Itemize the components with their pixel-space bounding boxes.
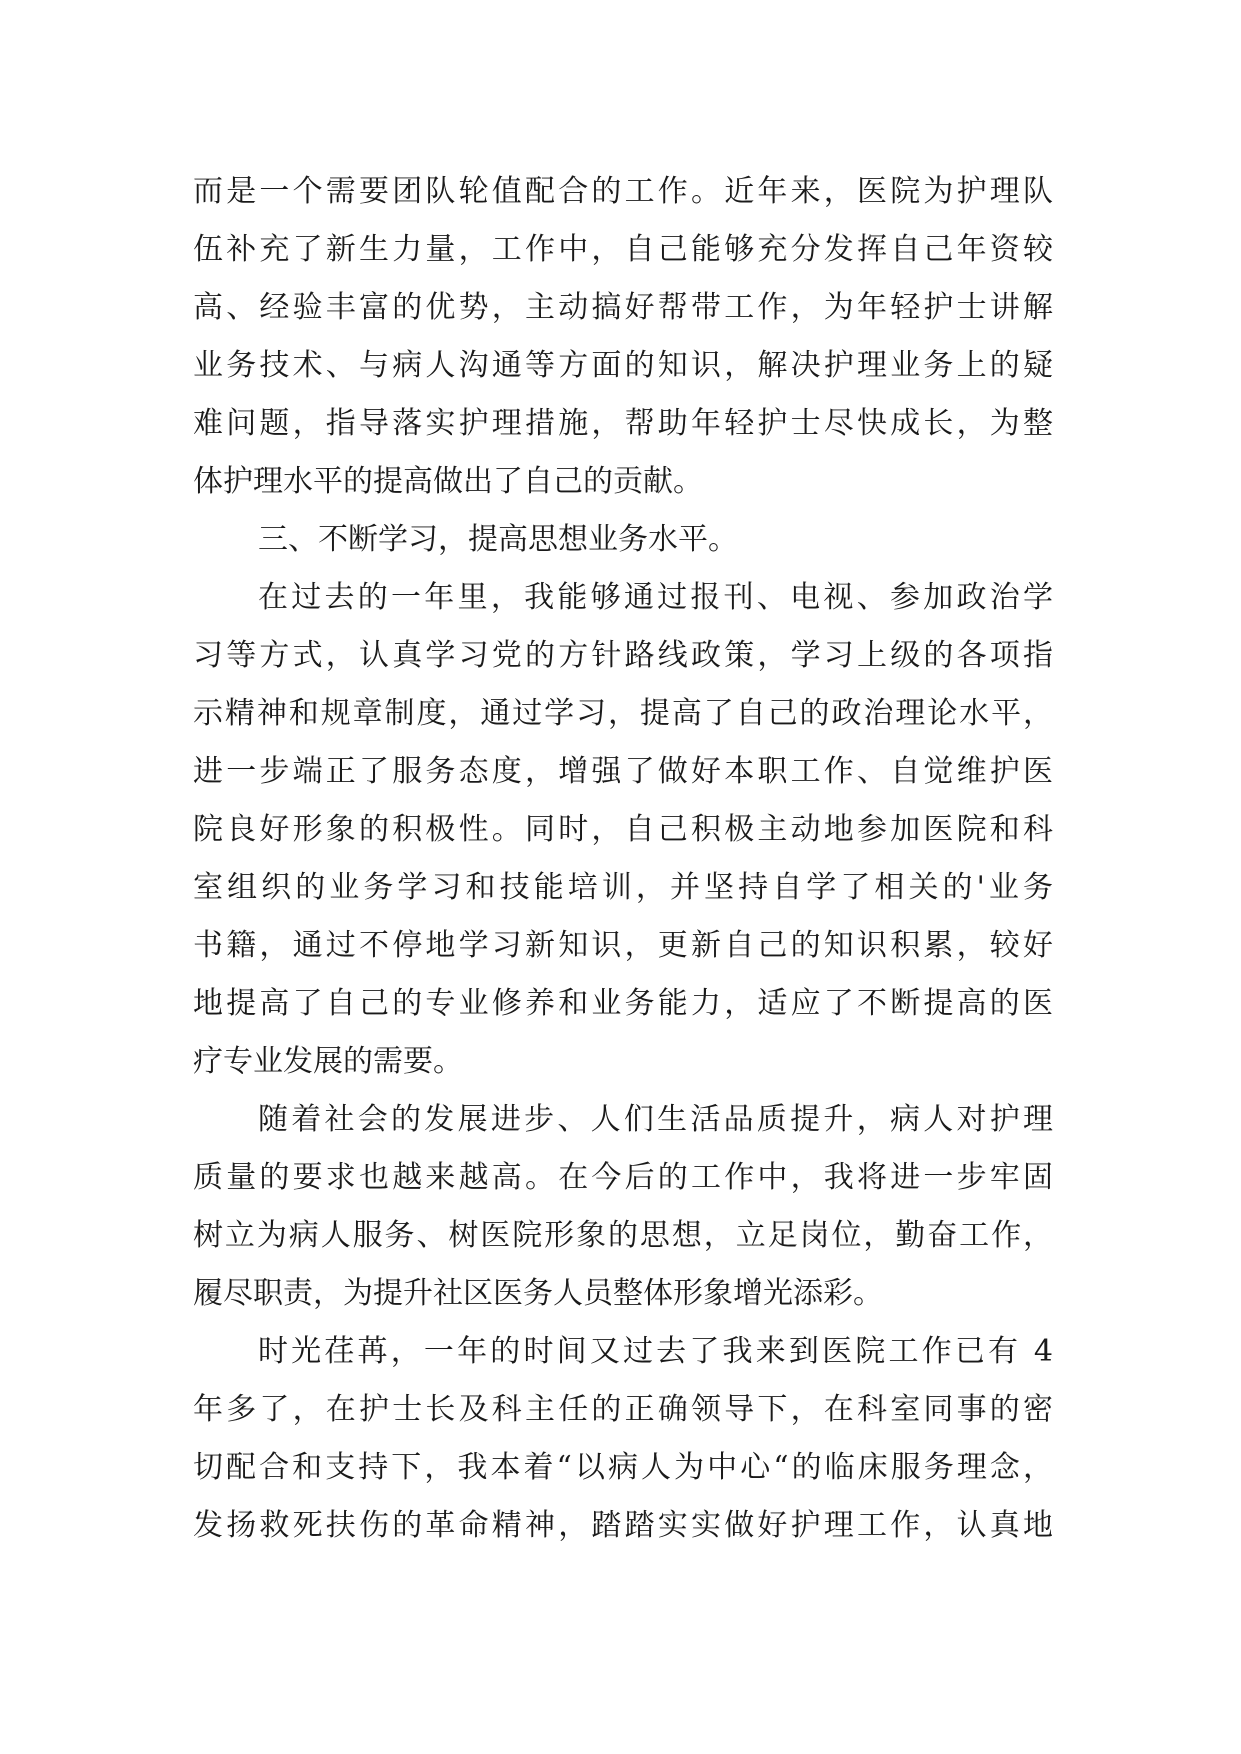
text-line: 室组织的业务学习和技能培训，并坚持自学了相关的'业务	[193, 870, 1053, 905]
text-line: 年多了，在护士长及科主任的正确领导下，在科室同事的密	[193, 1392, 1053, 1427]
text-line: 而是一个需要团队轮值配合的工作。近年来，医院为护理队	[193, 174, 1053, 209]
text-line: 履尽职责，为提升社区医务人员整体形象增光添彩。	[193, 1276, 883, 1311]
text-line: 切配合和支持下，我本着“以病人为中心“的临床服务理念，	[193, 1450, 1053, 1485]
section-heading: 三、不断学习，提高思想业务水平。	[258, 522, 738, 557]
text-line: 进一步端正了服务态度，增强了做好本职工作、自觉维护医	[193, 754, 1053, 789]
text-line: 发扬救死扶伤的革命精神，踏踏实实做好护理工作，认真地	[193, 1508, 1053, 1543]
text-line: 示精神和规章制度，通过学习，提高了自己的政治理论水平，	[193, 696, 1053, 731]
text-line: 难问题，指导落实护理措施，帮助年轻护士尽快成长，为整	[193, 406, 1053, 441]
text-line: 疗专业发展的需要。	[193, 1044, 463, 1079]
text-line: 书籍，通过不停地学习新知识，更新自己的知识积累，较好	[193, 928, 1053, 963]
text-line: 习等方式，认真学习党的方针路线政策，学习上级的各项指	[193, 638, 1053, 673]
text-line: 树立为病人服务、树医院形象的思想，立足岗位，勤奋工作，	[193, 1218, 1053, 1253]
text-line: 业务技术、与病人沟通等方面的知识，解决护理业务上的疑	[193, 348, 1053, 383]
paragraph-first-line: 时光荏苒，一年的时间又过去了我来到医院工作已有 4	[258, 1334, 1053, 1369]
text-line: 质量的要求也越来越高。在今后的工作中，我将进一步牢固	[193, 1160, 1053, 1195]
text-line: 地提高了自己的专业修养和业务能力，适应了不断提高的医	[193, 986, 1053, 1021]
paragraph-first-line: 随着社会的发展进步、人们生活品质提升，病人对护理	[258, 1102, 1053, 1137]
paragraph-first-line: 在过去的一年里，我能够通过报刊、电视、参加政治学	[258, 580, 1053, 615]
text-line: 高、经验丰富的优势，主动搞好帮带工作，为年轻护士讲解	[193, 290, 1053, 325]
text-line: 院良好形象的积极性。同时，自己积极主动地参加医院和科	[193, 812, 1053, 847]
text-line: 伍补充了新生力量，工作中，自己能够充分发挥自己年资较	[193, 232, 1053, 267]
text-line: 体护理水平的提高做出了自己的贡献。	[193, 464, 703, 499]
